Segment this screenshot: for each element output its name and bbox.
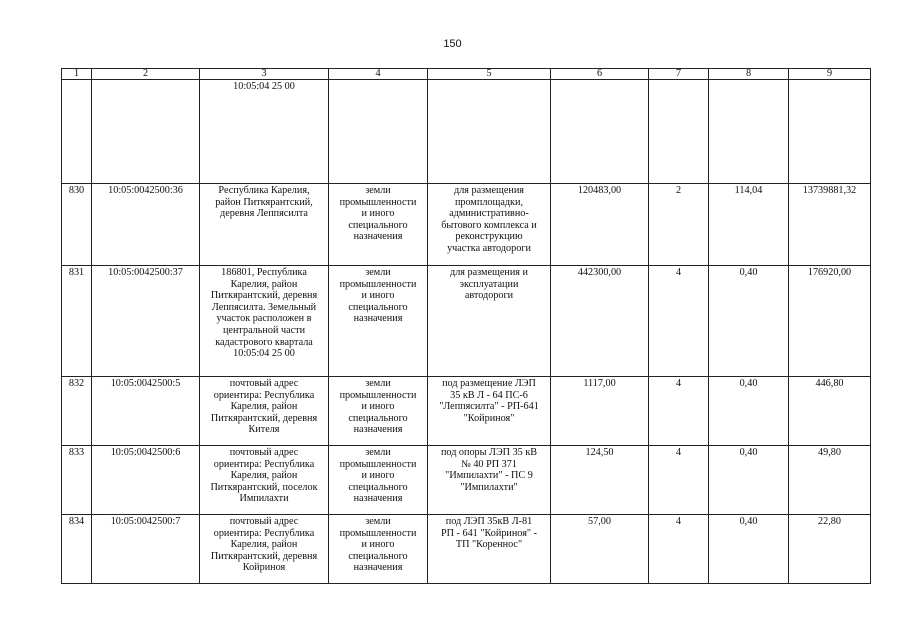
cadastral-value-cell — [789, 80, 871, 184]
cadastral-number-cell — [92, 80, 200, 184]
column-8-cell: 0,40 — [709, 446, 789, 515]
address-cell — [200, 515, 329, 584]
land-category-cell — [329, 515, 428, 584]
column-8-cell: 114,04 — [709, 184, 789, 266]
address-cell-line: Койриноя — [242, 562, 286, 574]
permitted-use-cell-line: "Койриноя" — [463, 412, 515, 424]
address-cell-line: Карелия, район — [230, 539, 298, 551]
column-header: 9 — [789, 69, 871, 80]
permitted-use-cell-line: реконструкцию — [455, 231, 523, 243]
area-cell — [551, 80, 649, 184]
address-cell-line: Питкярантский, деревня — [210, 412, 318, 424]
permitted-use-cell-line: 35 кВ Л - 64 ПС-6 — [450, 389, 528, 401]
land-category-cell-line: и иного — [361, 290, 395, 302]
column-7-cell: 4 — [649, 377, 709, 446]
cadastral-number-cell: 10:05:0042500:37 — [92, 266, 200, 377]
address-cell — [200, 266, 329, 377]
column-7-cell: 2 — [649, 184, 709, 266]
permitted-use-cell-line: "Леппясилта" - РП-641 — [439, 401, 539, 413]
cadastral-number-cell: 10:05:0042500:6 — [92, 446, 200, 515]
area-cell: 442300,00 — [551, 266, 649, 377]
address-cell-line: 10:05:04 25 00 — [233, 81, 295, 92]
land-category-cell-line: земли — [365, 185, 391, 196]
land-plots-table — [61, 68, 871, 584]
column-7-cell — [649, 80, 709, 184]
cadastral-value-cell: 49,80 — [789, 446, 871, 515]
permitted-use-cell-line: ТП "Кореннос" — [455, 539, 523, 551]
address-cell — [200, 184, 329, 266]
address-cell — [200, 80, 329, 184]
land-category-cell-line: промышленности — [339, 278, 417, 290]
area-cell: 1117,00 — [551, 377, 649, 446]
address-cell-line: Карелия, район — [230, 470, 298, 482]
table-row — [62, 184, 871, 266]
cadastral-value-cell: 446,80 — [789, 377, 871, 446]
permitted-use-cell-line: под опоры ЛЭП 35 кВ — [440, 447, 538, 458]
address-cell-line: Питкярантский, деревня — [210, 290, 318, 302]
column-7-cell: 4 — [649, 446, 709, 515]
address-cell-line: Карелия, район — [230, 278, 298, 290]
column-header: 4 — [329, 69, 428, 80]
land-category-cell — [329, 266, 428, 377]
land-category-cell-line: земли — [365, 267, 391, 278]
permitted-use-cell — [428, 184, 551, 266]
permitted-use-cell — [428, 80, 551, 184]
row-number-cell: 830 — [62, 184, 92, 266]
land-category-cell — [329, 446, 428, 515]
land-category-cell-line: земли — [365, 378, 391, 389]
land-category-cell-line: назначения — [353, 231, 403, 243]
column-7-cell: 4 — [649, 266, 709, 377]
table-row — [62, 266, 871, 377]
land-category-cell-line: назначения — [353, 313, 403, 325]
permitted-use-cell-line: эксплуатации — [459, 278, 519, 290]
land-category-cell-line: промышленности — [339, 458, 417, 470]
address-cell-line: почтовый адрес — [229, 378, 299, 389]
row-number-cell: 833 — [62, 446, 92, 515]
address-cell-line: Кителя — [248, 424, 280, 436]
address-cell-line: Карелия, район — [230, 401, 298, 413]
address-cell-line: 10:05:04 25 00 — [233, 348, 295, 360]
address-cell-line: Питкярантский, деревня — [210, 550, 318, 562]
land-category-cell — [329, 184, 428, 266]
table-row — [62, 446, 871, 515]
land-category-cell-line: земли — [365, 447, 391, 458]
permitted-use-cell — [428, 446, 551, 515]
permitted-use-cell-line: "Импилахти" - ПС 9 — [445, 470, 533, 482]
land-category-cell — [329, 80, 428, 184]
land-category-cell-line: специального — [348, 219, 408, 231]
address-cell-line: центральной части — [222, 324, 306, 336]
address-cell-line: участок расположен в — [216, 313, 312, 325]
address-cell-line: Импилахти — [239, 493, 289, 505]
land-category-cell-line: назначения — [353, 562, 403, 574]
row-number-cell — [62, 80, 92, 184]
permitted-use-cell-line: № 40 РП 371 — [461, 458, 517, 470]
permitted-use-cell-line: под ЛЭП 35кВ Л-81 — [445, 516, 533, 527]
land-category-cell-line: специального — [348, 481, 408, 493]
area-cell: 124,50 — [551, 446, 649, 515]
area-cell: 57,00 — [551, 515, 649, 584]
land-category-cell-line: промышленности — [339, 196, 417, 208]
column-header: 3 — [200, 69, 329, 80]
address-cell-line: 186801, Республика — [221, 267, 307, 278]
page-number: 150 — [443, 38, 462, 50]
area-cell: 120483,00 — [551, 184, 649, 266]
land-category-cell-line: специального — [348, 301, 408, 313]
cadastral-number-cell: 10:05:0042500:7 — [92, 515, 200, 584]
permitted-use-cell-line: для размещения и — [450, 267, 528, 278]
table-row — [62, 80, 871, 184]
permitted-use-cell-line: промплощадки, — [454, 196, 524, 208]
permitted-use-cell-line: участка автодороги — [447, 242, 531, 254]
land-category-cell-line: назначения — [353, 424, 403, 436]
address-cell-line: ориентира: Республика — [213, 389, 315, 401]
address-cell-line: Республика Карелия, — [218, 185, 310, 196]
column-header: 1 — [62, 69, 92, 80]
header-row — [62, 69, 871, 80]
cadastral-value-cell: 176920,00 — [789, 266, 871, 377]
column-8-cell: 0,40 — [709, 377, 789, 446]
table-body — [62, 69, 871, 584]
address-cell-line: ориентира: Республика — [213, 527, 315, 539]
column-header: 8 — [709, 69, 789, 80]
column-8-cell: 0,40 — [709, 266, 789, 377]
cadastral-value-cell: 13739881,32 — [789, 184, 871, 266]
cadastral-number-cell: 10:05:0042500:36 — [92, 184, 200, 266]
cadastral-value-cell: 22,80 — [789, 515, 871, 584]
land-category-cell-line: и иного — [361, 401, 395, 413]
row-number-cell: 834 — [62, 515, 92, 584]
column-header: 7 — [649, 69, 709, 80]
column-header: 2 — [92, 69, 200, 80]
address-cell-line: почтовый адрес — [229, 516, 299, 527]
permitted-use-cell-line: РП - 641 "Койриноя" - — [440, 527, 537, 539]
column-7-cell: 4 — [649, 515, 709, 584]
column-8-cell — [709, 80, 789, 184]
land-category-cell-line: промышленности — [339, 389, 417, 401]
land-category-cell-line: и иного — [361, 208, 395, 220]
address-cell-line: Леппясилта. Земельный — [211, 301, 317, 313]
permitted-use-cell-line: для размещения — [454, 185, 524, 196]
land-category-cell-line: и иного — [361, 470, 395, 482]
permitted-use-cell — [428, 266, 551, 377]
land-category-cell-line: и иного — [361, 539, 395, 551]
permitted-use-cell — [428, 515, 551, 584]
permitted-use-cell-line: административно- — [449, 208, 529, 220]
column-header: 6 — [551, 69, 649, 80]
land-category-cell-line: промышленности — [339, 527, 417, 539]
address-cell-line: ориентира: Республика — [213, 458, 315, 470]
table-row — [62, 377, 871, 446]
row-number-cell: 832 — [62, 377, 92, 446]
column-8-cell: 0,40 — [709, 515, 789, 584]
table-row — [62, 515, 871, 584]
land-category-cell-line: земли — [365, 516, 391, 527]
permitted-use-cell-line: бытового комплекса и — [441, 219, 537, 231]
address-cell-line: деревня Леппясилта — [220, 208, 308, 220]
column-header: 5 — [428, 69, 551, 80]
permitted-use-cell — [428, 377, 551, 446]
address-cell-line: почтовый адрес — [229, 447, 299, 458]
land-category-cell — [329, 377, 428, 446]
land-category-cell-line: назначения — [353, 493, 403, 505]
address-cell-line: район Питкярантский, — [215, 196, 313, 208]
address-cell — [200, 377, 329, 446]
address-cell-line: кадастрового квартала — [215, 336, 313, 348]
address-cell — [200, 446, 329, 515]
permitted-use-cell-line: автодороги — [464, 290, 514, 302]
permitted-use-cell-line: под размещение ЛЭП — [442, 378, 536, 389]
land-category-cell-line: специального — [348, 550, 408, 562]
address-cell-line: Питкярантский, поселок — [210, 481, 318, 493]
row-number-cell: 831 — [62, 266, 92, 377]
land-category-cell-line: специального — [348, 412, 408, 424]
cadastral-number-cell: 10:05:0042500:5 — [92, 377, 200, 446]
permitted-use-cell-line: "Импилахти" — [460, 481, 518, 493]
